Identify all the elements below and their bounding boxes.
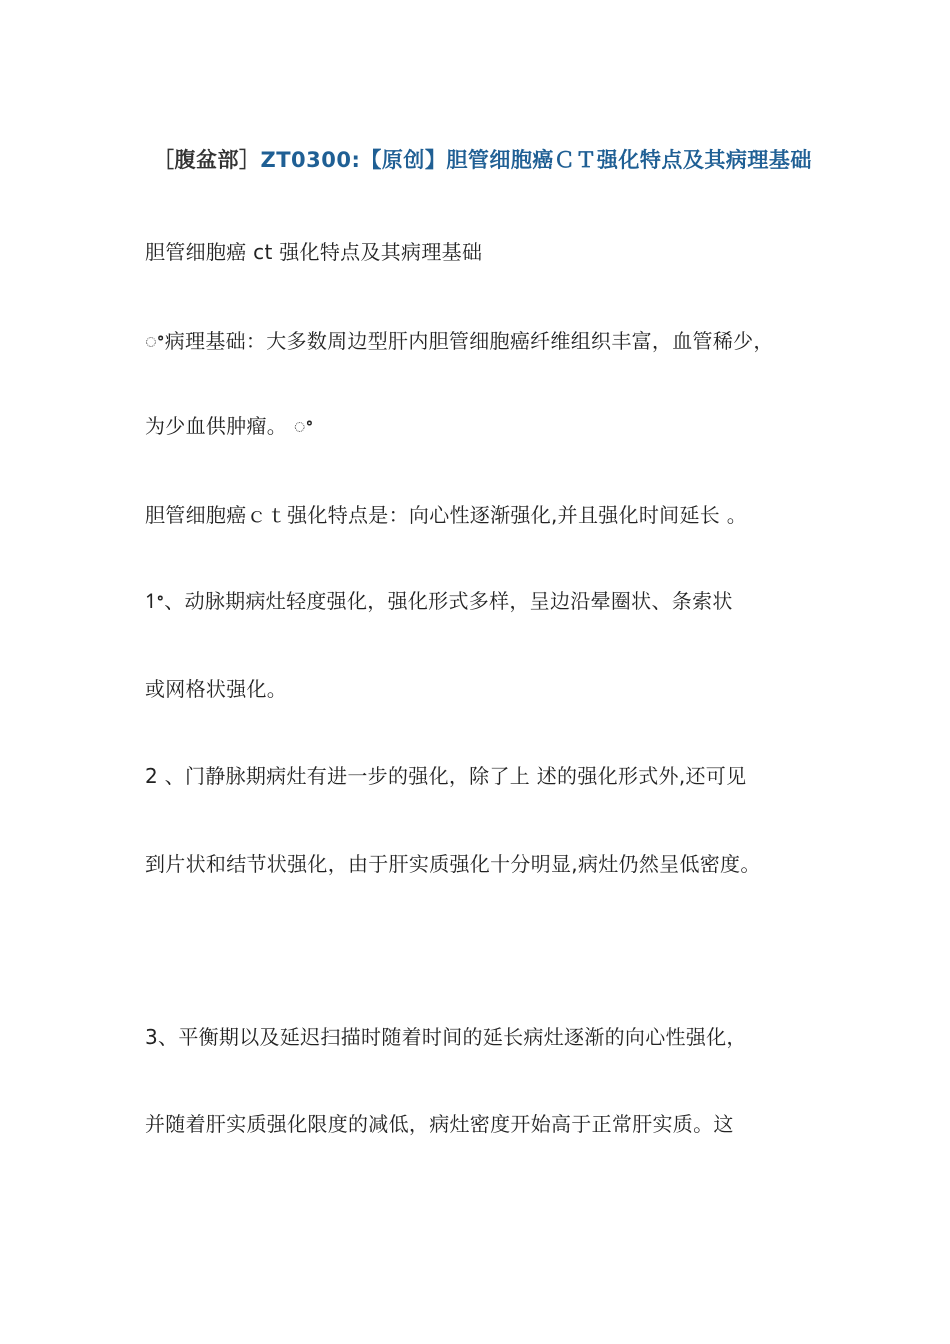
article-title-link[interactable]: ZT0300:【原创】胆管细胞癌ＣＴ强化特点及其病理基础 xyxy=(260,148,812,172)
paragraph-line: 胆管细胞癌ｃｔ强化特点是：向心性逐渐强化,并且强化时间延长 。 xyxy=(145,503,748,527)
paragraph-line: 到片状和结节状强化，由于肝实质强化十分明显,病灶仍然呈低密度。 xyxy=(145,852,761,876)
paragraph-line: ꢀ病理基础：大多数周边型肝内胆管细胞癌纤维组织丰富，血管稀少， xyxy=(145,329,774,353)
paragraph-line: 3、平衡期以及延迟扫描时随着时间的延长病灶逐渐的向心性强化， xyxy=(145,1025,747,1049)
article-category[interactable]: ［腹盆部］ xyxy=(153,148,261,172)
paragraph-line: 或网格状强化。 xyxy=(145,677,288,701)
article-title xyxy=(153,144,812,174)
paragraph-line: 并随着肝实质强化限度的减低，病灶密度开始高于正常肝实质。这 xyxy=(145,1112,734,1136)
paragraph-line: 1ꢀ、动脉期病灶轻度强化，强化形式多样，呈边沿晕圈状、条索状 xyxy=(145,589,733,613)
paragraph-line: 为少血供肿瘤。 ꢀ xyxy=(145,414,314,438)
paragraph-line: 2 、门静脉期病灶有进一步的强化，除了上 述的强化形式外,还可见 xyxy=(145,764,747,788)
section-heading: 胆管细胞癌 ct 强化特点及其病理基础 xyxy=(145,240,483,264)
